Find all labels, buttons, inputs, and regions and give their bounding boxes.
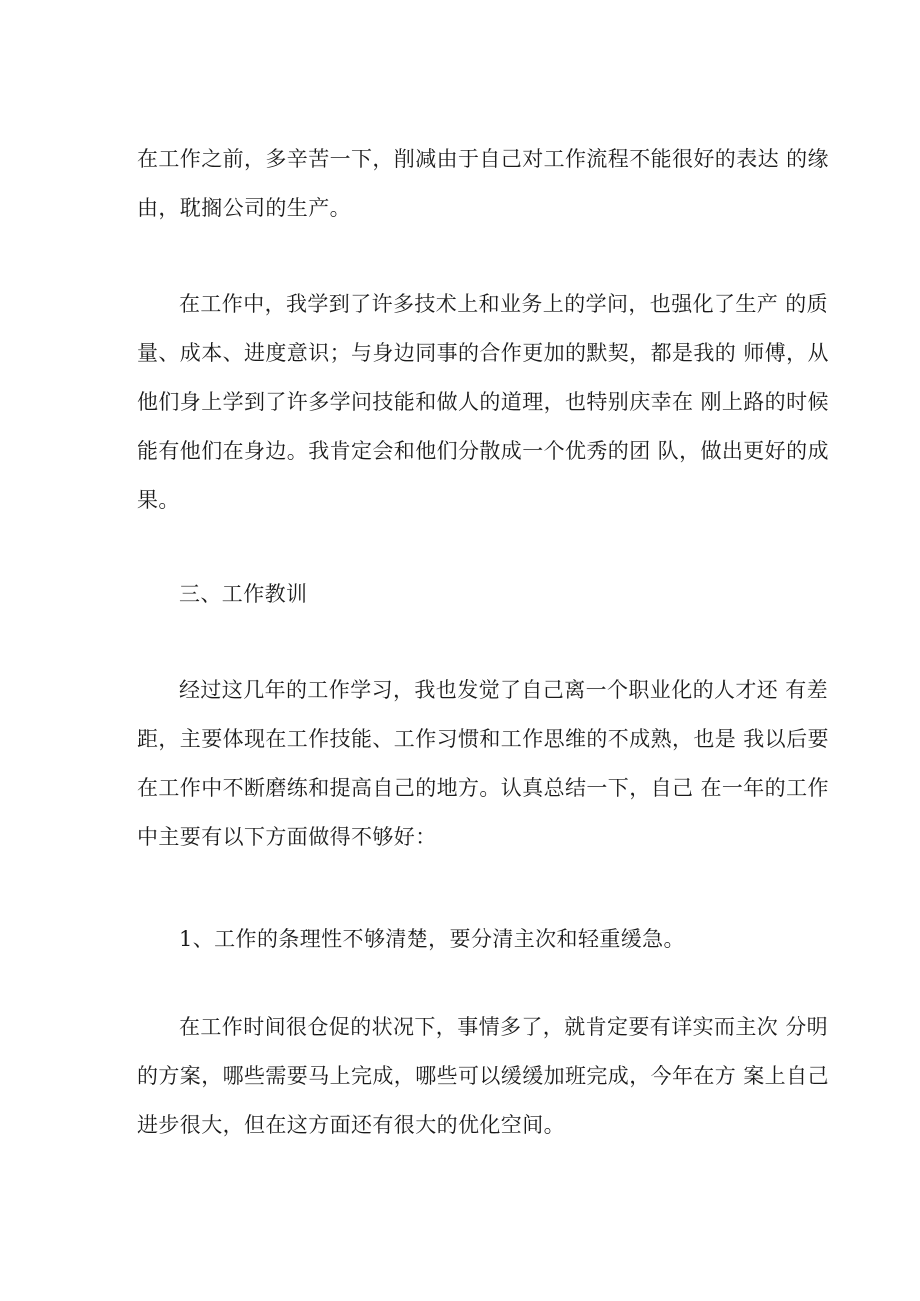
list-item-1: 1、工作的条理性不够清楚，要分清主次和轻重缓急。 (179, 927, 685, 951)
section-heading: 三、工作教训 (179, 582, 308, 606)
paragraph-2-line-4: 能有他们在身边。我肯定会和他们分散成一个优秀的团 队，做出更好的成 (137, 439, 829, 463)
paragraph-4-line-1: 在工作时间很仓促的状况下，事情多了，就肯定要有详实而主次 分明 (179, 1015, 829, 1039)
paragraph-3-line-1: 经过这几年的工作学习，我也发觉了自己离一个职业化的人才还 有差 (179, 678, 829, 702)
paragraph-3-line-3: 在工作中不断磨练和提高自己的地方。认真总结一下，自己 在一年的工作 (137, 776, 829, 800)
paragraph-3-line-2: 距，主要体现在工作技能、工作习惯和工作思维的不成熟，也是 我以后要 (137, 727, 829, 751)
paragraph-2-line-5: 果。 (137, 488, 180, 512)
paragraph-3-line-4: 中主要有以下方面做得不够好： (137, 825, 437, 849)
paragraph-1-line-2: 由，耽搁公司的生产。 (137, 196, 351, 220)
paragraph-2-line-3: 他们身上学到了许多学问技能和做人的道理，也特别庆幸在 刚上路的时候 (137, 390, 829, 414)
paragraph-4-line-3: 进步很大，但在这方面还有很大的优化空间。 (137, 1113, 565, 1137)
paragraph-1-line-1: 在工作之前，多辛苦一下，削减由于自己对工作流程不能很好的表达 的缘 (137, 147, 829, 171)
paragraph-2-line-1: 在工作中，我学到了许多技术上和业务上的学问，也强化了生产 的质 (179, 292, 829, 316)
paragraph-4-line-2: 的方案，哪些需要马上完成，哪些可以缓缓加班完成，今年在方 案上自己 (137, 1064, 829, 1088)
paragraph-2-line-2: 量、成本、进度意识；与身边同事的合作更加的默契，都是我的 师傅，从 (137, 341, 829, 365)
